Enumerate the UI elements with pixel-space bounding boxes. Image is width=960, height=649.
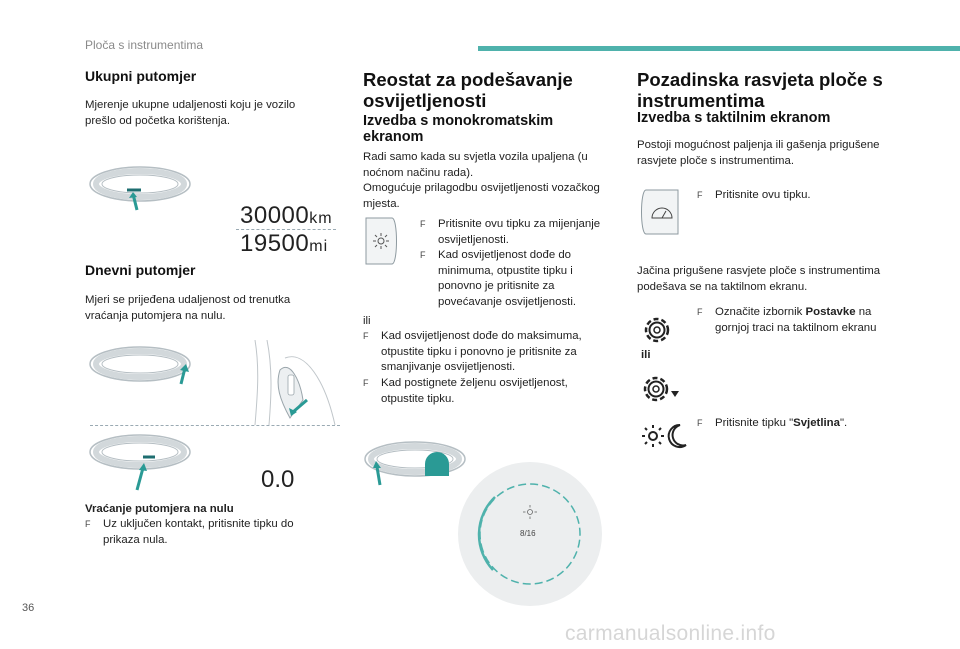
backlight-text-2: Jačina prigušene rasvjete ploče s instrumentima podešava se na taktilnom ekranu. xyxy=(637,265,881,293)
rheostat-button-illustration xyxy=(362,216,402,266)
trip-meter-heading: Dnevni putomjer xyxy=(85,262,196,278)
odometer-km-readout xyxy=(240,202,333,230)
bullet-marker: F xyxy=(85,519,91,529)
trip-meter-text: Mjeri se prijeđena udaljenost od trenutka vraćanja putomjera na nulu. xyxy=(85,294,291,322)
backlight-or: ili xyxy=(641,349,651,361)
rheostat-bullet-4: F Kad postignete željenu osvijetljenost, otpustite tipku. xyxy=(363,377,568,405)
cluster-illustration-trip xyxy=(85,340,340,425)
odometer-mi-value: 19500 xyxy=(240,230,310,257)
header-title: Ploča s instrumentima xyxy=(85,38,204,52)
section-divider xyxy=(90,425,340,426)
page-number: 36 xyxy=(22,602,35,614)
odometer-mi-unit: mi xyxy=(309,238,329,255)
backlight-button-illustration xyxy=(638,188,682,236)
odometer-mi-readout xyxy=(240,230,328,258)
reset-bullet: F Uz uključen kontakt, pritisnite tipku do prikaza nula. xyxy=(85,517,330,548)
backlight-bullet-brightness: F Pritisnite tipku "Svjetlina". xyxy=(697,417,848,429)
rheostat-or: ili xyxy=(363,315,371,327)
settings-gear-dropdown-icon xyxy=(641,374,683,406)
rheostat-button-highlight xyxy=(425,452,449,476)
odometer-km-unit: km xyxy=(309,210,333,227)
brightness-sun-moon-icon xyxy=(640,422,688,450)
backlight-text-1: Postoji mogućnost paljenja ili gašenja prigušene rasvjete ploče s instrumentima. xyxy=(637,139,880,167)
rheostat-heading: Reostat za podešavanje osvijetljenosti xyxy=(363,69,573,111)
odometer-km-value: 30000 xyxy=(240,202,310,229)
rheostat-bullet-3: F Kad osvijetljenost dođe do maksimuma, otpustite tipku i ponovno je pritisnite za smanjivanje osvijetljenosti. xyxy=(363,330,582,373)
cluster-illustration-rheostat xyxy=(360,435,470,490)
header-accent-bar xyxy=(478,46,960,51)
dial-readout: 8/16 xyxy=(520,529,536,538)
rheostat-bullet-2: F Kad osvijetljenost dođe do minimuma, otpustite tipku i ponovno je pritisnite za povećavanje osvijetljenosti. xyxy=(420,249,577,308)
trip-zero-readout: 0.0 xyxy=(261,466,295,493)
rheostat-intro: Radi samo kada su svjetla vozila upaljena (u noćnom načinu rada). Omogućuje prilagodbu osvijetljenosti vozačkog mjesta. xyxy=(363,151,600,210)
cluster-illustration-total xyxy=(85,160,195,220)
watermark: carmanualsonline.info xyxy=(565,622,776,645)
backlight-bullet-press: F Pritisnite ovu tipku. xyxy=(697,189,811,201)
backlight-bullet-settings: F Označite izbornik Postavke na gornjoj traci na taktilnom ekranu xyxy=(697,306,877,334)
cluster-illustration-reset xyxy=(85,428,195,493)
backlight-heading: Pozadinska rasvjeta ploče s instrumentima xyxy=(637,69,883,111)
reset-heading: Vraćanje putomjera na nulu xyxy=(85,503,234,515)
rheostat-subheading: Izvedba s monokromatskim ekranom xyxy=(363,113,554,145)
rheostat-bullet-1: F Pritisnite ovu tipku za mijenjanje osvijetljenosti. xyxy=(420,218,601,246)
total-odometer-heading: Ukupni putomjer xyxy=(85,68,197,84)
settings-gear-icon xyxy=(641,314,673,346)
total-odometer-text: Mjerenje ukupne udaljenosti koju je vozilo prešlo od početka korištenja. xyxy=(85,99,296,127)
backlight-subheading: Izvedba s taktilnim ekranom xyxy=(637,110,831,126)
